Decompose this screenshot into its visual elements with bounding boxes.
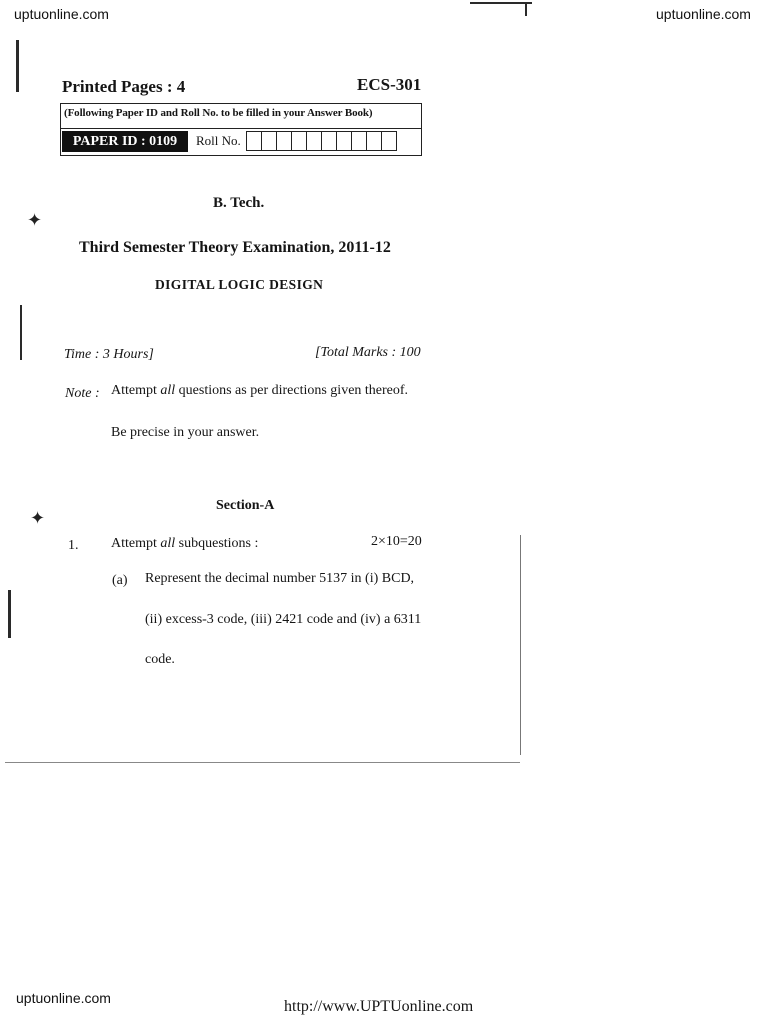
section-title: Section-A	[216, 498, 275, 513]
roll-number-label: Roll No.	[196, 133, 241, 148]
note-all: all	[160, 383, 176, 398]
time-allowed: Time : 3 Hours]	[64, 347, 154, 362]
box-divider	[61, 128, 421, 129]
question-number: 1.	[68, 538, 79, 553]
course-code: ECS-301	[357, 75, 422, 94]
scan-mark-left-2	[20, 305, 22, 360]
scan-mark-right	[520, 535, 521, 755]
note-rest: questions as per directions given thereof.	[178, 383, 409, 398]
printed-pages-label: Printed Pages :	[62, 77, 173, 96]
scan-edge-top	[470, 2, 532, 4]
subquestion-label: (a)	[112, 573, 128, 588]
subquestion-line: code.	[145, 652, 175, 667]
watermark-bottom-left: uptuonline.com	[16, 990, 111, 1006]
answer-book-instruction: (Following Paper ID and Roll No. to be filled in your Answer Book)	[64, 107, 373, 119]
question-attempt: Attempt	[111, 536, 157, 551]
note-text	[111, 383, 408, 399]
roll-number-box[interactable]	[291, 131, 307, 151]
question-all: all	[160, 536, 176, 551]
subject-title: DIGITAL LOGIC DESIGN	[155, 277, 324, 292]
total-marks: [Total Marks : 100	[315, 345, 421, 360]
roll-number-box[interactable]	[306, 131, 322, 151]
roll-number-box[interactable]	[261, 131, 277, 151]
footer-url[interactable]: http://www.UPTUonline.com	[284, 998, 474, 1015]
roll-number-box[interactable]	[351, 131, 367, 151]
question-marks: 2×10=20	[371, 534, 422, 549]
scan-mark-left-1	[16, 40, 19, 92]
scan-mark-left-3	[8, 590, 11, 638]
roll-number-box[interactable]	[381, 131, 397, 151]
exam-title: Third Semester Theory Examination, 2011-12	[79, 239, 391, 256]
watermark-top-left: uptuonline.com	[14, 6, 109, 22]
printed-pages	[62, 77, 185, 97]
printed-pages-value: 4	[176, 77, 186, 96]
roll-number-box[interactable]	[321, 131, 337, 151]
scan-blot-2: ✦	[30, 508, 46, 528]
scan-edge-top-tick	[525, 2, 527, 16]
paper-id: PAPER ID : 0109	[62, 131, 188, 152]
roll-number-box[interactable]	[336, 131, 352, 151]
note-label: Note :	[65, 386, 100, 401]
scan-page-edge	[5, 762, 520, 763]
roll-number-box[interactable]	[366, 131, 382, 151]
precise-instruction: Be precise in your answer.	[111, 425, 260, 440]
roll-number-boxes[interactable]	[247, 131, 397, 151]
subquestion-line: Represent the decimal number 5137 in (i) BCD,	[145, 571, 415, 586]
paper-id-box	[60, 103, 422, 156]
scan-blot-1: ✦	[27, 210, 43, 230]
watermark-top-right: uptuonline.com	[656, 6, 751, 22]
subquestion-line: (ii) excess-3 code, (iii) 2421 code and (iv) a 6311	[145, 612, 422, 627]
note-attempt: Attempt	[111, 383, 157, 398]
roll-number-box[interactable]	[276, 131, 292, 151]
roll-number-box[interactable]	[246, 131, 262, 151]
degree-title: B. Tech.	[213, 195, 265, 211]
question-rest: subquestions :	[178, 536, 259, 551]
question-text	[111, 536, 258, 552]
